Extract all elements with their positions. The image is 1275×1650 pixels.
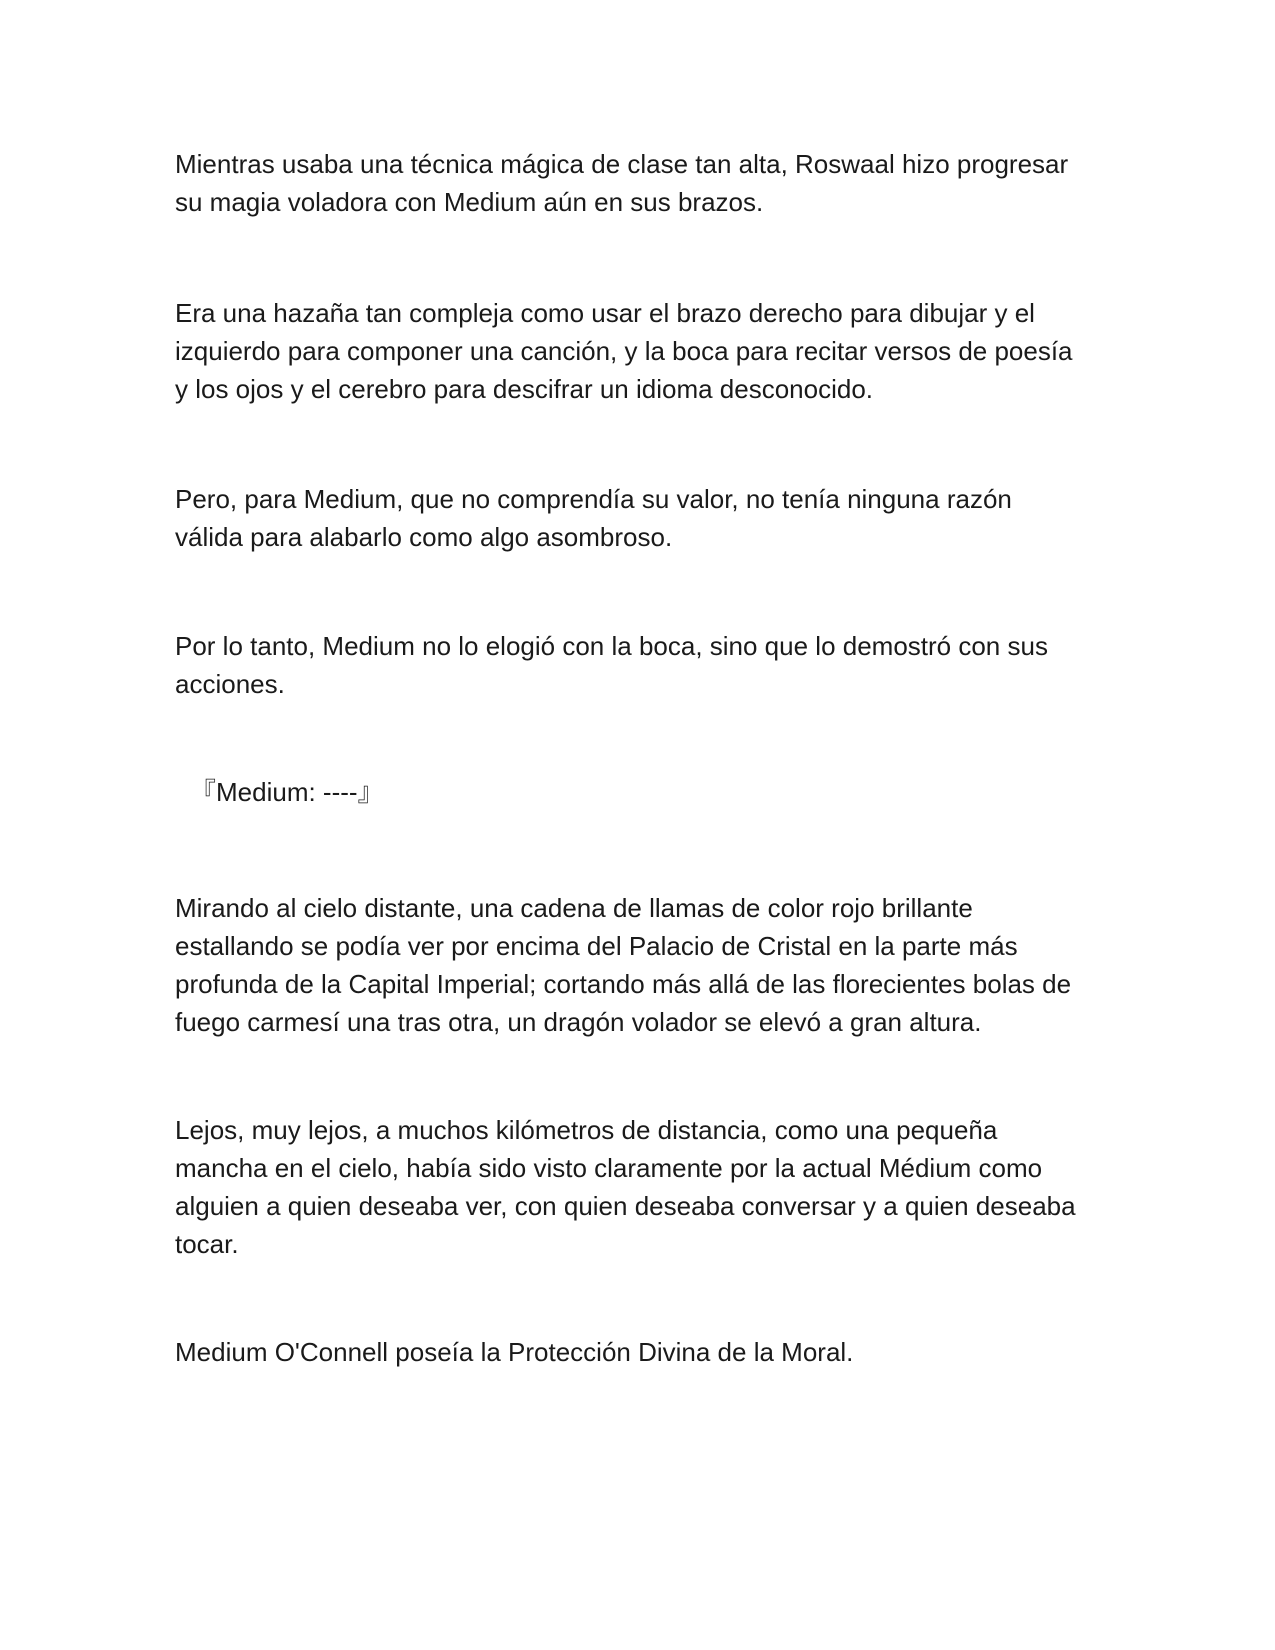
text-line: su magia voladora con Medium aún en sus brazos. — [175, 187, 764, 217]
text-line: Por lo tanto, Medium no lo elogió con la boca, sino que lo demostró con sus — [175, 631, 1048, 661]
text-line: izquierdo para componer una canción, y la boca para recitar versos de poesía — [175, 336, 1073, 366]
paragraph-3 — [175, 480, 1105, 556]
text-line: acciones. — [175, 669, 285, 699]
text-line: Medium O'Connell poseía la Protección Divina de la Moral. — [175, 1337, 854, 1367]
text-line: alguien a quien deseaba ver, con quien deseaba conversar y a quien deseaba — [175, 1191, 1076, 1221]
paragraph-1 — [175, 145, 1105, 221]
text-line: y los ojos y el cerebro para descifrar un idioma desconocido. — [175, 374, 874, 404]
paragraph-6 — [175, 889, 1105, 1041]
text-line: Era una hazaña tan compleja como usar el brazo derecho para dibujar y el — [175, 298, 1035, 328]
text-line: mancha en el cielo, había sido visto claramente por la actual Médium como — [175, 1153, 1043, 1183]
paragraph-8 — [175, 1333, 1105, 1371]
paragraph-2 — [175, 294, 1105, 408]
text-line: Lejos, muy lejos, a muchos kilómetros de distancia, como una pequeña — [175, 1115, 998, 1145]
text-line: profunda de la Capital Imperial; cortando más allá de las florecientes bolas de — [175, 969, 1072, 999]
text-line: Mirando al cielo distante, una cadena de llamas de color rojo brillante — [175, 893, 973, 923]
text-line: válida para alabarlo como algo asombroso. — [175, 522, 673, 552]
text-line: estallando se podía ver por encima del Palacio de Cristal en la parte más — [175, 931, 1018, 961]
paragraph-4 — [175, 627, 1105, 703]
text-line: fuego carmesí una tras otra, un dragón volador se elevó a gran altura. — [175, 1007, 982, 1037]
text-line: Pero, para Medium, que no comprendía su valor, no tenía ninguna razón — [175, 484, 1012, 514]
dialogue-line — [190, 773, 1120, 811]
paragraph-7 — [175, 1111, 1105, 1263]
text-line: Mientras usaba una técnica mágica de clase tan alta, Roswaal hizo progresar — [175, 149, 1069, 179]
text-line: 『Medium: ----』 — [190, 777, 384, 807]
text-line: tocar. — [175, 1229, 239, 1259]
